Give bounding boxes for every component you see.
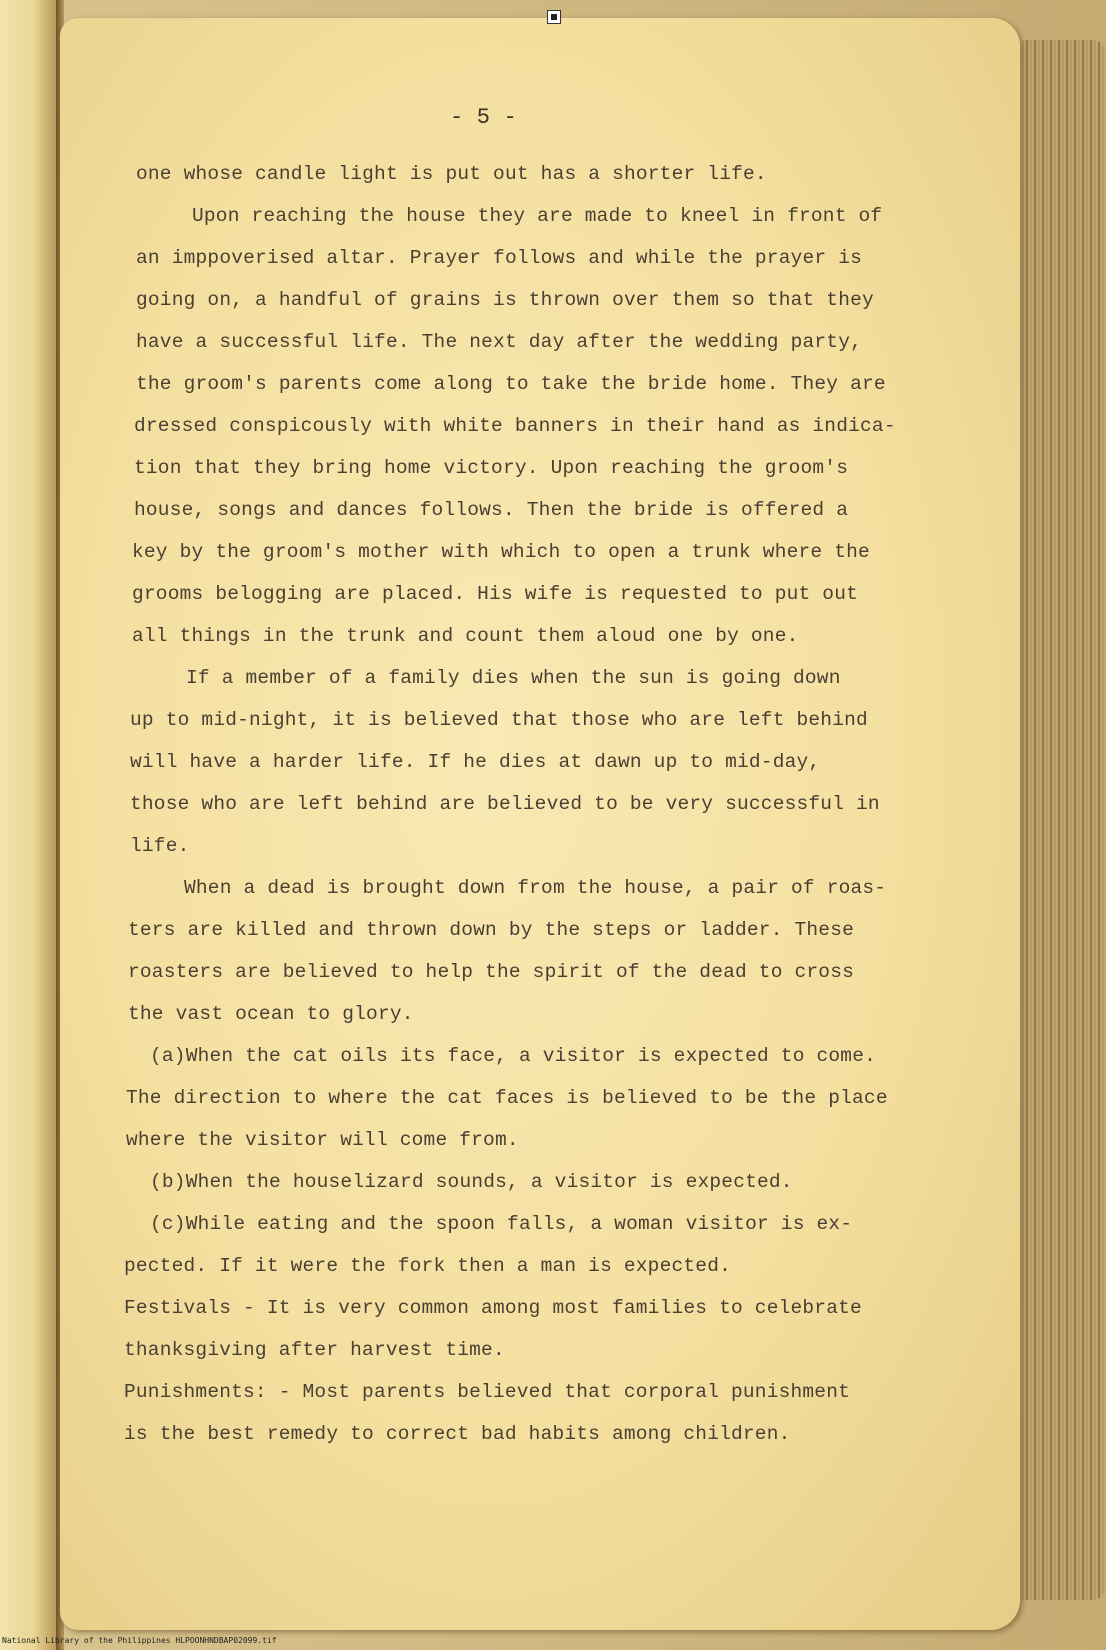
text-line: The direction to where the cat faces is believed to be the place: [126, 1087, 888, 1109]
text-line: grooms belogging are placed. His wife is requested to put out: [132, 583, 859, 605]
text-line: house, songs and dances follows. Then the bride is offered a: [134, 499, 849, 521]
scanner-marker-icon: [547, 10, 561, 24]
text-line: the vast ocean to glory.: [128, 1003, 414, 1025]
text-line: Festivals - It is very common among most families to celebrate: [124, 1297, 862, 1319]
text-line: (a)When the cat oils its face, a visitor is expected to come.: [150, 1045, 877, 1067]
text-line: up to mid-night, it is believed that those who are left behind: [130, 709, 868, 731]
text-line: Punishments: - Most parents believed that corporal punishment: [124, 1381, 851, 1403]
text-line: ters are killed and thrown down by the steps or ladder. These: [128, 919, 855, 941]
text-line: is the best remedy to correct bad habits among children.: [124, 1423, 791, 1445]
page-number: - 5 -: [450, 105, 518, 130]
text-line: going on, a handful of grains is thrown over them so that they: [136, 289, 874, 311]
text-line: (b)When the houselizard sounds, a visitor is expected.: [150, 1171, 793, 1193]
page-stack-edge: [1022, 40, 1106, 1600]
text-line: Upon reaching the house they are made to kneel in front of: [192, 205, 883, 227]
text-line: where the visitor will come from.: [126, 1129, 519, 1151]
text-line: roasters are believed to help the spirit of the dead to cross: [128, 961, 855, 983]
text-line: the groom's parents come along to take the bride home. They are: [136, 373, 886, 395]
left-page-edge: [0, 0, 58, 1650]
text-line: If a member of a family dies when the sun is going down: [186, 667, 841, 689]
text-line: an imppoverised altar. Prayer follows and while the prayer is: [136, 247, 863, 269]
scan-caption: National Library of the Philippines HLPOONHNDBAP02099.tif: [2, 1636, 277, 1645]
text-line: have a successful life. The next day after the wedding party,: [136, 331, 863, 353]
text-line: When a dead is brought down from the house, a pair of roas-: [184, 877, 887, 899]
text-line: key by the groom's mother with which to open a trunk where the: [132, 541, 870, 563]
text-line: life.: [130, 835, 190, 857]
text-line: tion that they bring home victory. Upon reaching the groom's: [134, 457, 849, 479]
text-line: (c)While eating and the spoon falls, a woman visitor is ex-: [150, 1213, 853, 1235]
text-line: pected. If it were the fork then a man is expected.: [124, 1255, 731, 1277]
text-line: those who are left behind are believed to be very successful in: [130, 793, 880, 815]
text-line: dressed conspicously with white banners in their hand as indica-: [134, 415, 896, 437]
text-line: will have a harder life. If he dies at dawn up to mid-day,: [130, 751, 821, 773]
text-line: all things in the trunk and count them aloud one by one.: [132, 625, 799, 647]
text-line: one whose candle light is put out has a shorter life.: [136, 163, 767, 185]
text-line: thanksgiving after harvest time.: [124, 1339, 505, 1361]
